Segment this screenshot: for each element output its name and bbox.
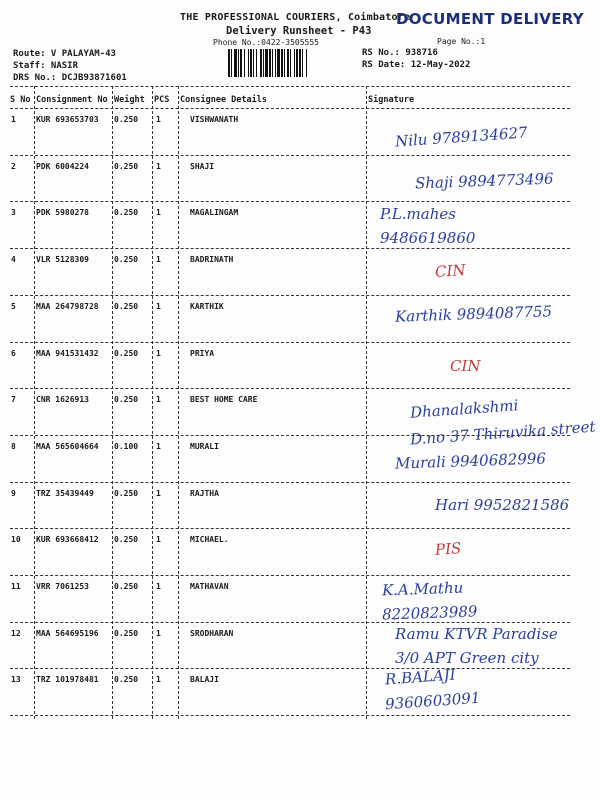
row-consignee: RAJTHA [190, 488, 219, 498]
col-signature: Signature [368, 95, 415, 105]
row-sno: 11 [11, 582, 21, 591]
header-bottom-rule [10, 108, 570, 109]
rs-number: RS No.: 938716 [362, 48, 438, 58]
handwritten-signature: Shaji 9894773496 [414, 169, 554, 193]
col-pcs: PCS [154, 95, 170, 105]
handwritten-signature: Karthik 9894087755 [394, 302, 553, 326]
row-weight: 0.250 [114, 582, 139, 591]
page-number: Page No.:1 [437, 37, 486, 46]
column-divider [366, 86, 367, 719]
row-consignment-no: TRZ 35439449 [36, 488, 94, 498]
row-consignee: SHAJI [190, 161, 215, 171]
row-weight: 0.250 [114, 535, 139, 545]
row-pcs: 1 [156, 441, 161, 451]
row-weight: 0.100 [114, 441, 139, 451]
handwritten-signature: PIS [434, 539, 462, 559]
row-pcs: 1 [156, 208, 161, 218]
row-consignment-no: MAA 565604664 [36, 441, 99, 451]
row-consignment-no: TRZ 101978481 [36, 675, 99, 685]
row-separator [10, 668, 570, 669]
row-weight: 0.250 [114, 255, 139, 265]
row-consignment-no: VLR 5128309 [36, 255, 89, 265]
row-weight: 0.250 [114, 161, 139, 171]
row-separator [10, 528, 570, 529]
row-consignee: VISHWANATH [190, 115, 239, 124]
col-consignment: Consignment No [36, 95, 108, 105]
row-separator [10, 715, 570, 716]
row-weight: 0.250 [114, 488, 139, 498]
row-separator [10, 622, 570, 623]
row-separator [10, 388, 570, 389]
handwritten-signature: Hari 9952821586 [435, 496, 570, 514]
row-consignment-no: KUR 693653703 [36, 115, 99, 124]
row-pcs: 1 [156, 301, 161, 311]
row-sno: 7 [11, 395, 16, 405]
row-sno: 1 [11, 115, 16, 124]
row-pcs: 1 [156, 161, 161, 171]
row-pcs: 1 [156, 628, 161, 638]
row-sno: 12 [11, 628, 21, 638]
row-pcs: 1 [156, 488, 161, 498]
handwritten-signature: Ramu KTVR Paradise [395, 625, 558, 643]
row-weight: 0.250 [114, 115, 139, 124]
column-divider [34, 86, 35, 719]
row-consignee: KARTHIK [190, 301, 224, 311]
col-sno: S No [10, 95, 31, 105]
row-consignee: MICHAEL. [190, 535, 229, 545]
row-separator [10, 155, 570, 156]
row-separator [10, 201, 570, 202]
row-consignee: BALAJI [190, 675, 219, 685]
phone-number: Phone No.:0422-3505555 [213, 38, 319, 47]
row-pcs: 1 [156, 395, 161, 405]
row-weight: 0.250 [114, 301, 139, 311]
row-weight: 0.250 [114, 208, 139, 218]
row-separator [10, 435, 570, 436]
handwritten-signature: K.A.Mathu [381, 578, 464, 600]
row-separator [10, 342, 570, 343]
row-sno: 10 [11, 535, 21, 545]
row-weight: 0.250 [114, 348, 139, 358]
row-consignment-no: VRR 7061253 [36, 582, 89, 591]
row-sno: 2 [11, 161, 16, 171]
row-sno: 8 [11, 441, 16, 451]
row-weight: 0.250 [114, 395, 139, 405]
route-label: Route: V PALAYAM-43 [13, 49, 116, 59]
runsheet-title: Delivery Runsheet - P43 [226, 25, 372, 37]
company-title: THE PROFESSIONAL COURIERS, Coimbatore [180, 12, 411, 23]
handwritten-signature: D.no 37 Thiruvika street [409, 417, 597, 449]
row-consignee: MAGALINGAM [190, 208, 239, 218]
row-consignee: BADRINATH [190, 255, 234, 265]
handwritten-signature: 9360603091 [384, 688, 481, 714]
handwritten-signature: Nilu 9789134627 [394, 123, 529, 151]
row-sno: 6 [11, 348, 16, 358]
column-divider [112, 86, 113, 719]
handwritten-signature: CIN [434, 260, 467, 282]
row-consignment-no: CNR 1626913 [36, 395, 89, 405]
row-sno: 13 [11, 675, 21, 685]
header-top-rule [10, 86, 570, 87]
row-sno: 5 [11, 301, 16, 311]
row-pcs: 1 [156, 675, 161, 685]
row-consignment-no: KUR 693668412 [36, 535, 99, 545]
row-weight: 0.250 [114, 675, 139, 685]
row-consignee: PRIYA [190, 348, 215, 358]
col-consignee: Consignee Details [180, 95, 267, 105]
row-separator [10, 295, 570, 296]
row-consignee: BEST HOME CARE [190, 395, 258, 405]
row-consignee: MURALI [190, 441, 219, 451]
column-divider [178, 86, 179, 719]
row-consignee: SRODHARAN [190, 628, 234, 638]
drs-number: DRS No.: DCJB93871601 [13, 73, 127, 83]
handwritten-signature: Murali 9940682996 [394, 449, 547, 473]
row-consignment-no: PDK 6004224 [36, 161, 89, 171]
row-pcs: 1 [156, 348, 161, 358]
row-pcs: 1 [156, 582, 161, 591]
row-pcs: 1 [156, 115, 161, 124]
row-pcs: 1 [156, 535, 161, 545]
handwritten-signature: 9486619860 [380, 229, 476, 247]
row-consignment-no: MAA 941531432 [36, 348, 99, 358]
row-consignee: MATHAVAN [190, 582, 229, 591]
barcode-icon [228, 49, 358, 77]
row-pcs: 1 [156, 255, 161, 265]
handwritten-signature: CIN [450, 357, 481, 375]
handwritten-signature: Dhanalakshmi [409, 396, 519, 422]
row-separator [10, 482, 570, 483]
rs-date: RS Date: 12-May-2022 [362, 60, 471, 70]
row-consignment-no: MAA 564695196 [36, 628, 99, 638]
row-sno: 4 [11, 255, 16, 265]
staff-label: Staff: NASIR [13, 61, 79, 71]
row-separator [10, 248, 570, 249]
handwritten-signature: 3/0 APT Green city [395, 649, 539, 667]
document-delivery-stamp: DOCUMENT DELIVERY [396, 10, 584, 28]
row-consignment-no: MAA 264798728 [36, 301, 99, 311]
row-weight: 0.250 [114, 628, 139, 638]
row-sno: 3 [11, 208, 16, 218]
handwritten-signature: 8220823989 [381, 602, 478, 624]
col-weight: Weight [114, 95, 145, 105]
row-consignment-no: PDK 5980278 [36, 208, 89, 218]
handwritten-signature: P.L.mahes [380, 205, 456, 223]
row-separator [10, 575, 570, 576]
handwritten-signature: R.BALAJI [384, 665, 457, 689]
row-sno: 9 [11, 488, 16, 498]
column-divider [152, 86, 153, 719]
